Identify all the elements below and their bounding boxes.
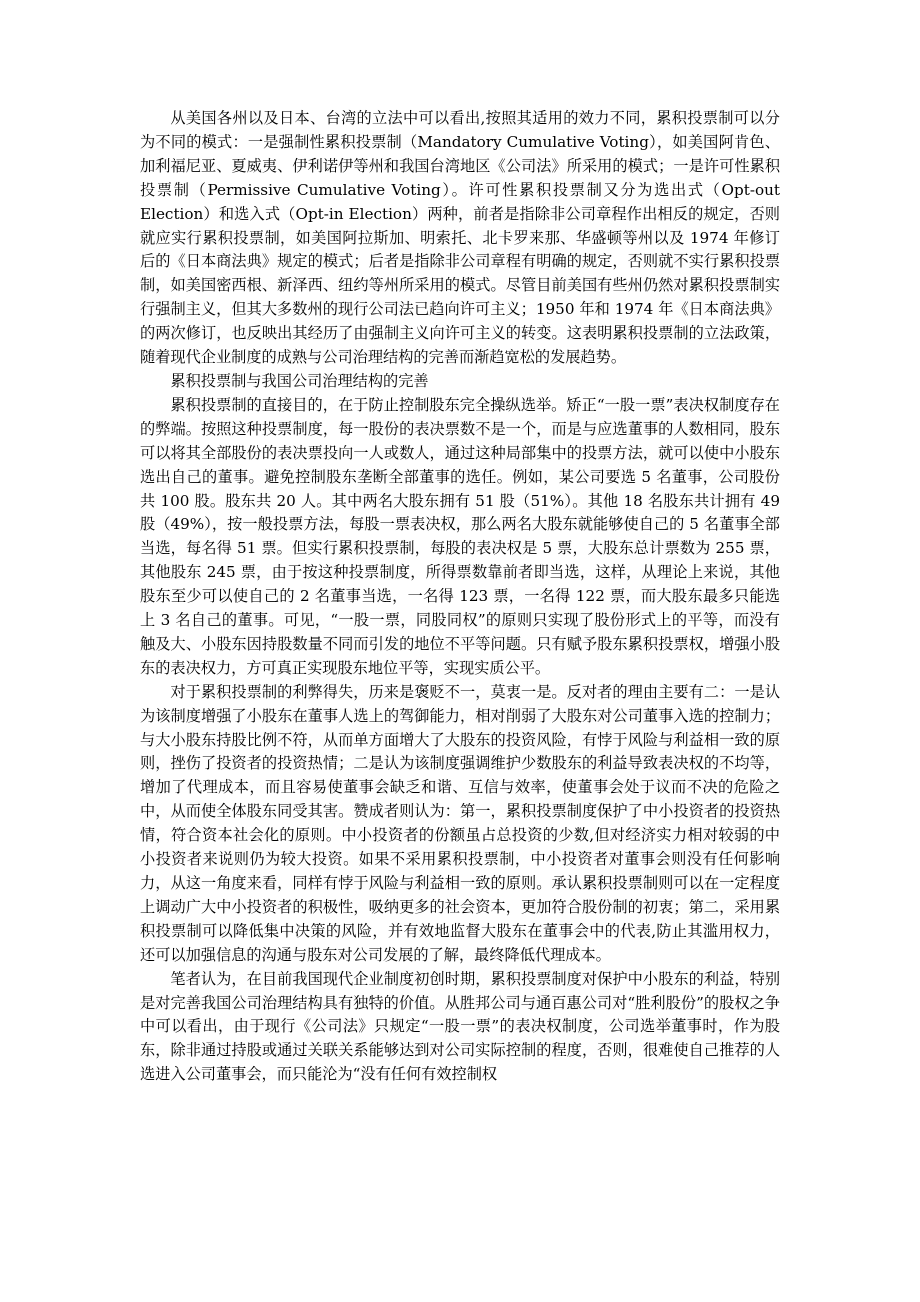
paragraph-voting-models: 从美国各州以及日本、台湾的立法中可以看出,按照其适用的效力不同，累积投票制可以分为不同的模式：一是强制性累积投票制（Mandatory Cumulative Voting），如美国阿肯色、加利福尼亚、夏威夷、伊利诺伊等州和我国台湾地区《公司法》所采用的模式；一是许可性累积投票制（Permissive Cumulative Voting）。许可性累积投票制又分为选出式（Opt-out Election）和选入式（Opt-in Election）两种，前者是指除非公司章程作出相反的规定，否则就应实行累积投票制，如美国阿拉斯加、明索托、北卡罗来那、华盛顿等州以及 1974 年修订后的《日本商法典》规定的模式；后者是指除非公司章程有明确的规定，否则就不实行累积投票制，如美国密西根、新泽西、纽约等州所采用的模式。尽管目前美国有些州仍然对累积投票制实行强制主义，但其大多数州的现行公司法已趋向许可主义；1950 年和 1974 年《日本商法典》的两次修订，也反映出其经历了由强制主义向许可主义的转变。这表明累积投票制的立法政策，随着现代企业制度的成熟与公司治理结构的完善而渐趋宽松的发展趋势。 (140, 109, 780, 367)
paragraph-pros-cons: 对于累积投票制的利弊得失，历来是褒贬不一，莫衷一是。反对者的理由主要有二：一是认为该制度增强了小股东在董事人选上的驾御能力，相对削弱了大股东对公司董事入选的控制力；与大小股东持股比例不符，从而单方面增大了大股东的投资风险，有悖于风险与利益相一致的原则，挫伤了投资者的投资热情；二是认为该制度强调维护少数股东的利益导致表决权的不均等，增加了代理成本，而且容易使董事会缺乏和谐、互信与效率，使董事会处于议而不决的危险之中，从而使全体股东同受其害。赞成者则认为：第一，累积投票制度保护了中小投资者的投资热情，符合资本社会化的原则。中小投资者的份额虽占总投资的少数,但对经济实力相对较弱的中小投资者来说则仍为较大投资。如果不采用累积投票制，中小投资者对董事会则没有任何影响力，从这一角度来看，同样有悖于风险与利益相一致的原则。承认累积投票制则可以在一定程度上调动广大中小投资者的积极性，吸纳更多的社会资本，更加符合股份制的初衷；第二，采用累积投票制可以降低集中决策的风险，并有效地监督大股东在董事会中的代表,防止其滥用权力，还可以加强信息的沟通与股东对公司发展的了解，最终降低代理成本。 (140, 682, 780, 964)
paragraph-direct-purpose: 累积投票制的直接目的，在于防止控制股东完全操纵选举。矫正“一股一票”表决权制度存在的弊端。按照这种投票制度，每一股份的表决票数不是一个，而是与应选董事的人数相同，股东可以将其全部股份的表决票投向一人或数人，通过这种局部集中的投票方法，就可以使中小股东选出自己的董事。避免控制股东垄断全部董事的选任。例如，某公司要选 5 名董事，公司股份共 100 股。股东共 20 人。其中两名大股东拥有 51 股（51%）。其他 18 名股东共计拥有 49 股（49%），按一般投票方法，每股一票表决权，那么两名大股东就能够使自己的 5 名董事全部当选，每名得 51 票。但实行累积投票制，每股的表决权是 5 票，大股东总计票数为 255 票，其他股东 245 票，由于按这种投票制度，所得票数靠前者即当选，这样，从理论上来说，其他股东至少可以使自己的 2 名董事当选，一名得 123 票，一名得 122 票，而大股东最多只能选上 3 名自己的董事。可见，“一股一票，同股同权”的原则只实现了股份形式上的平等，而没有触及大、小股东因持股数量不同而引发的地位不平等问题。只有赋予股东累积投票权，增强小股东的表决权力，方可真正实现股东地位平等，实现实质公平。 (140, 395, 780, 677)
section-heading: 累积投票制与我国公司治理结构的完善 (170, 371, 429, 390)
document-body (140, 107, 780, 1087)
paragraph-author-view: 笔者认为，在目前我国现代企业制度初创时期，累积投票制度对保护中小股东的利益，特别是对完善我国公司治理结构具有独特的价值。从胜邦公司与通百惠公司对“胜利股份”的股权之争中可以看出，由于现行《公司法》只规定“一股一票”的表决权制度，公司选举董事时，作为股东，除非通过持股或通过关联关系能够达到对公司实际控制的程度，否则，很难使自己推荐的人选进入公司董事会，而只能沦为“没有任何有效控制权 (140, 969, 780, 1084)
